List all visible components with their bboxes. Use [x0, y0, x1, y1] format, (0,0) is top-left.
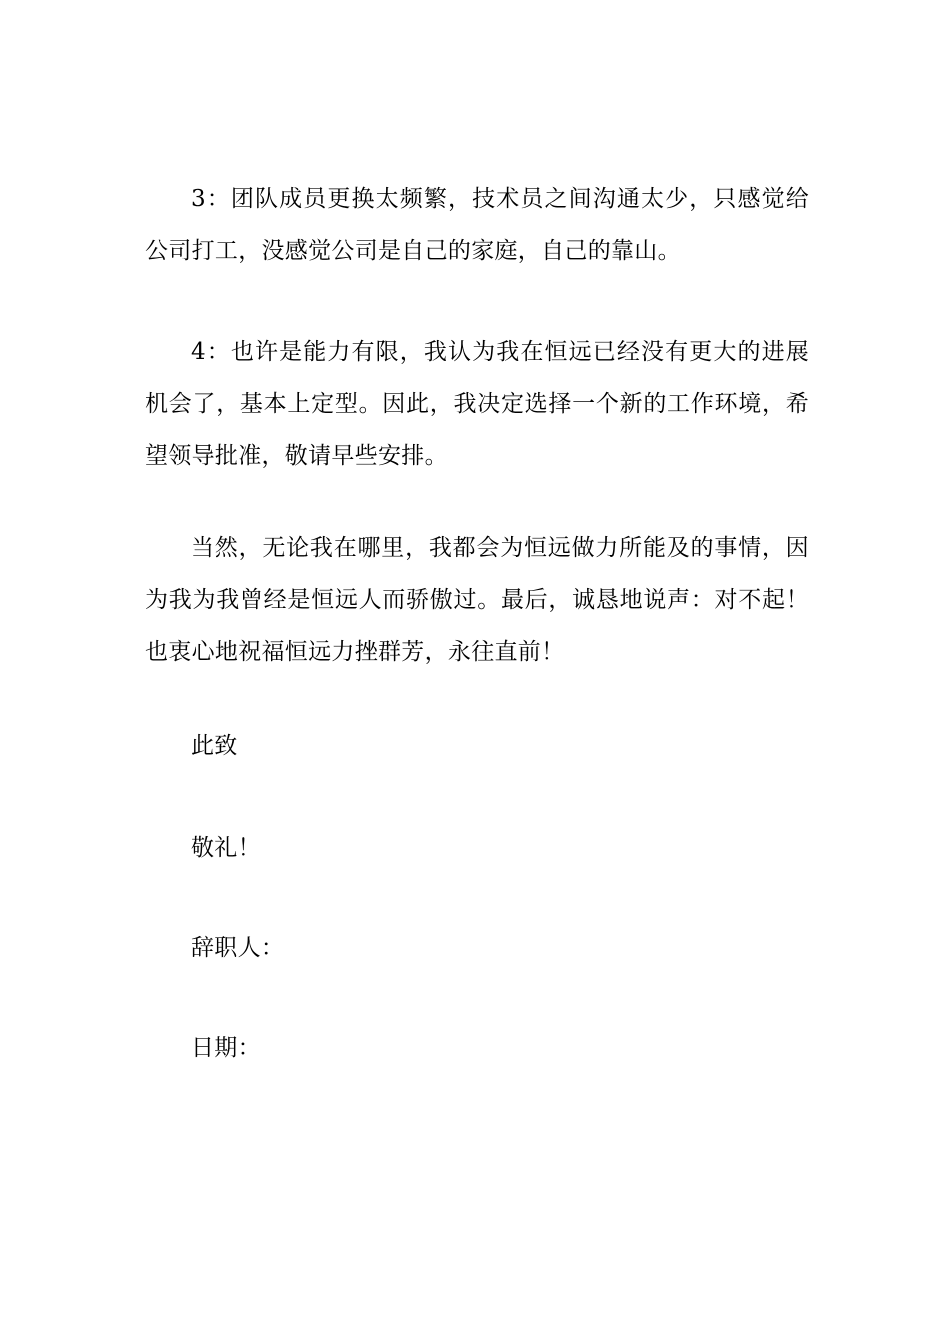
paragraph-conclusion: 当然，无论我在哪里，我都会为恒远做力所能及的事情，因为我为我曾经是恒远人而骄傲过。最后，诚恳地说声：对不起！也衷心地祝福恒远力挫群芳，永往直前！: [145, 535, 809, 665]
signature-label: 辞职人：: [191, 935, 285, 961]
closing-salutation: 此致: [191, 733, 238, 759]
closing-regards: 敬礼！: [191, 835, 261, 861]
date-label: 日期：: [191, 1035, 261, 1061]
paragraph-reason-3: 3：团队成员更换太频繁，技术员之间沟通太少，只感觉给公司打工，没感觉公司是自己的家庭，自己的靠山。: [145, 186, 809, 264]
paragraph-reason-4: 4：也许是能力有限，我认为我在恒远已经没有更大的进展机会了，基本上定型。因此，我决定选择一个新的工作环境，希望领导批准，敬请早些安排。: [145, 339, 809, 469]
